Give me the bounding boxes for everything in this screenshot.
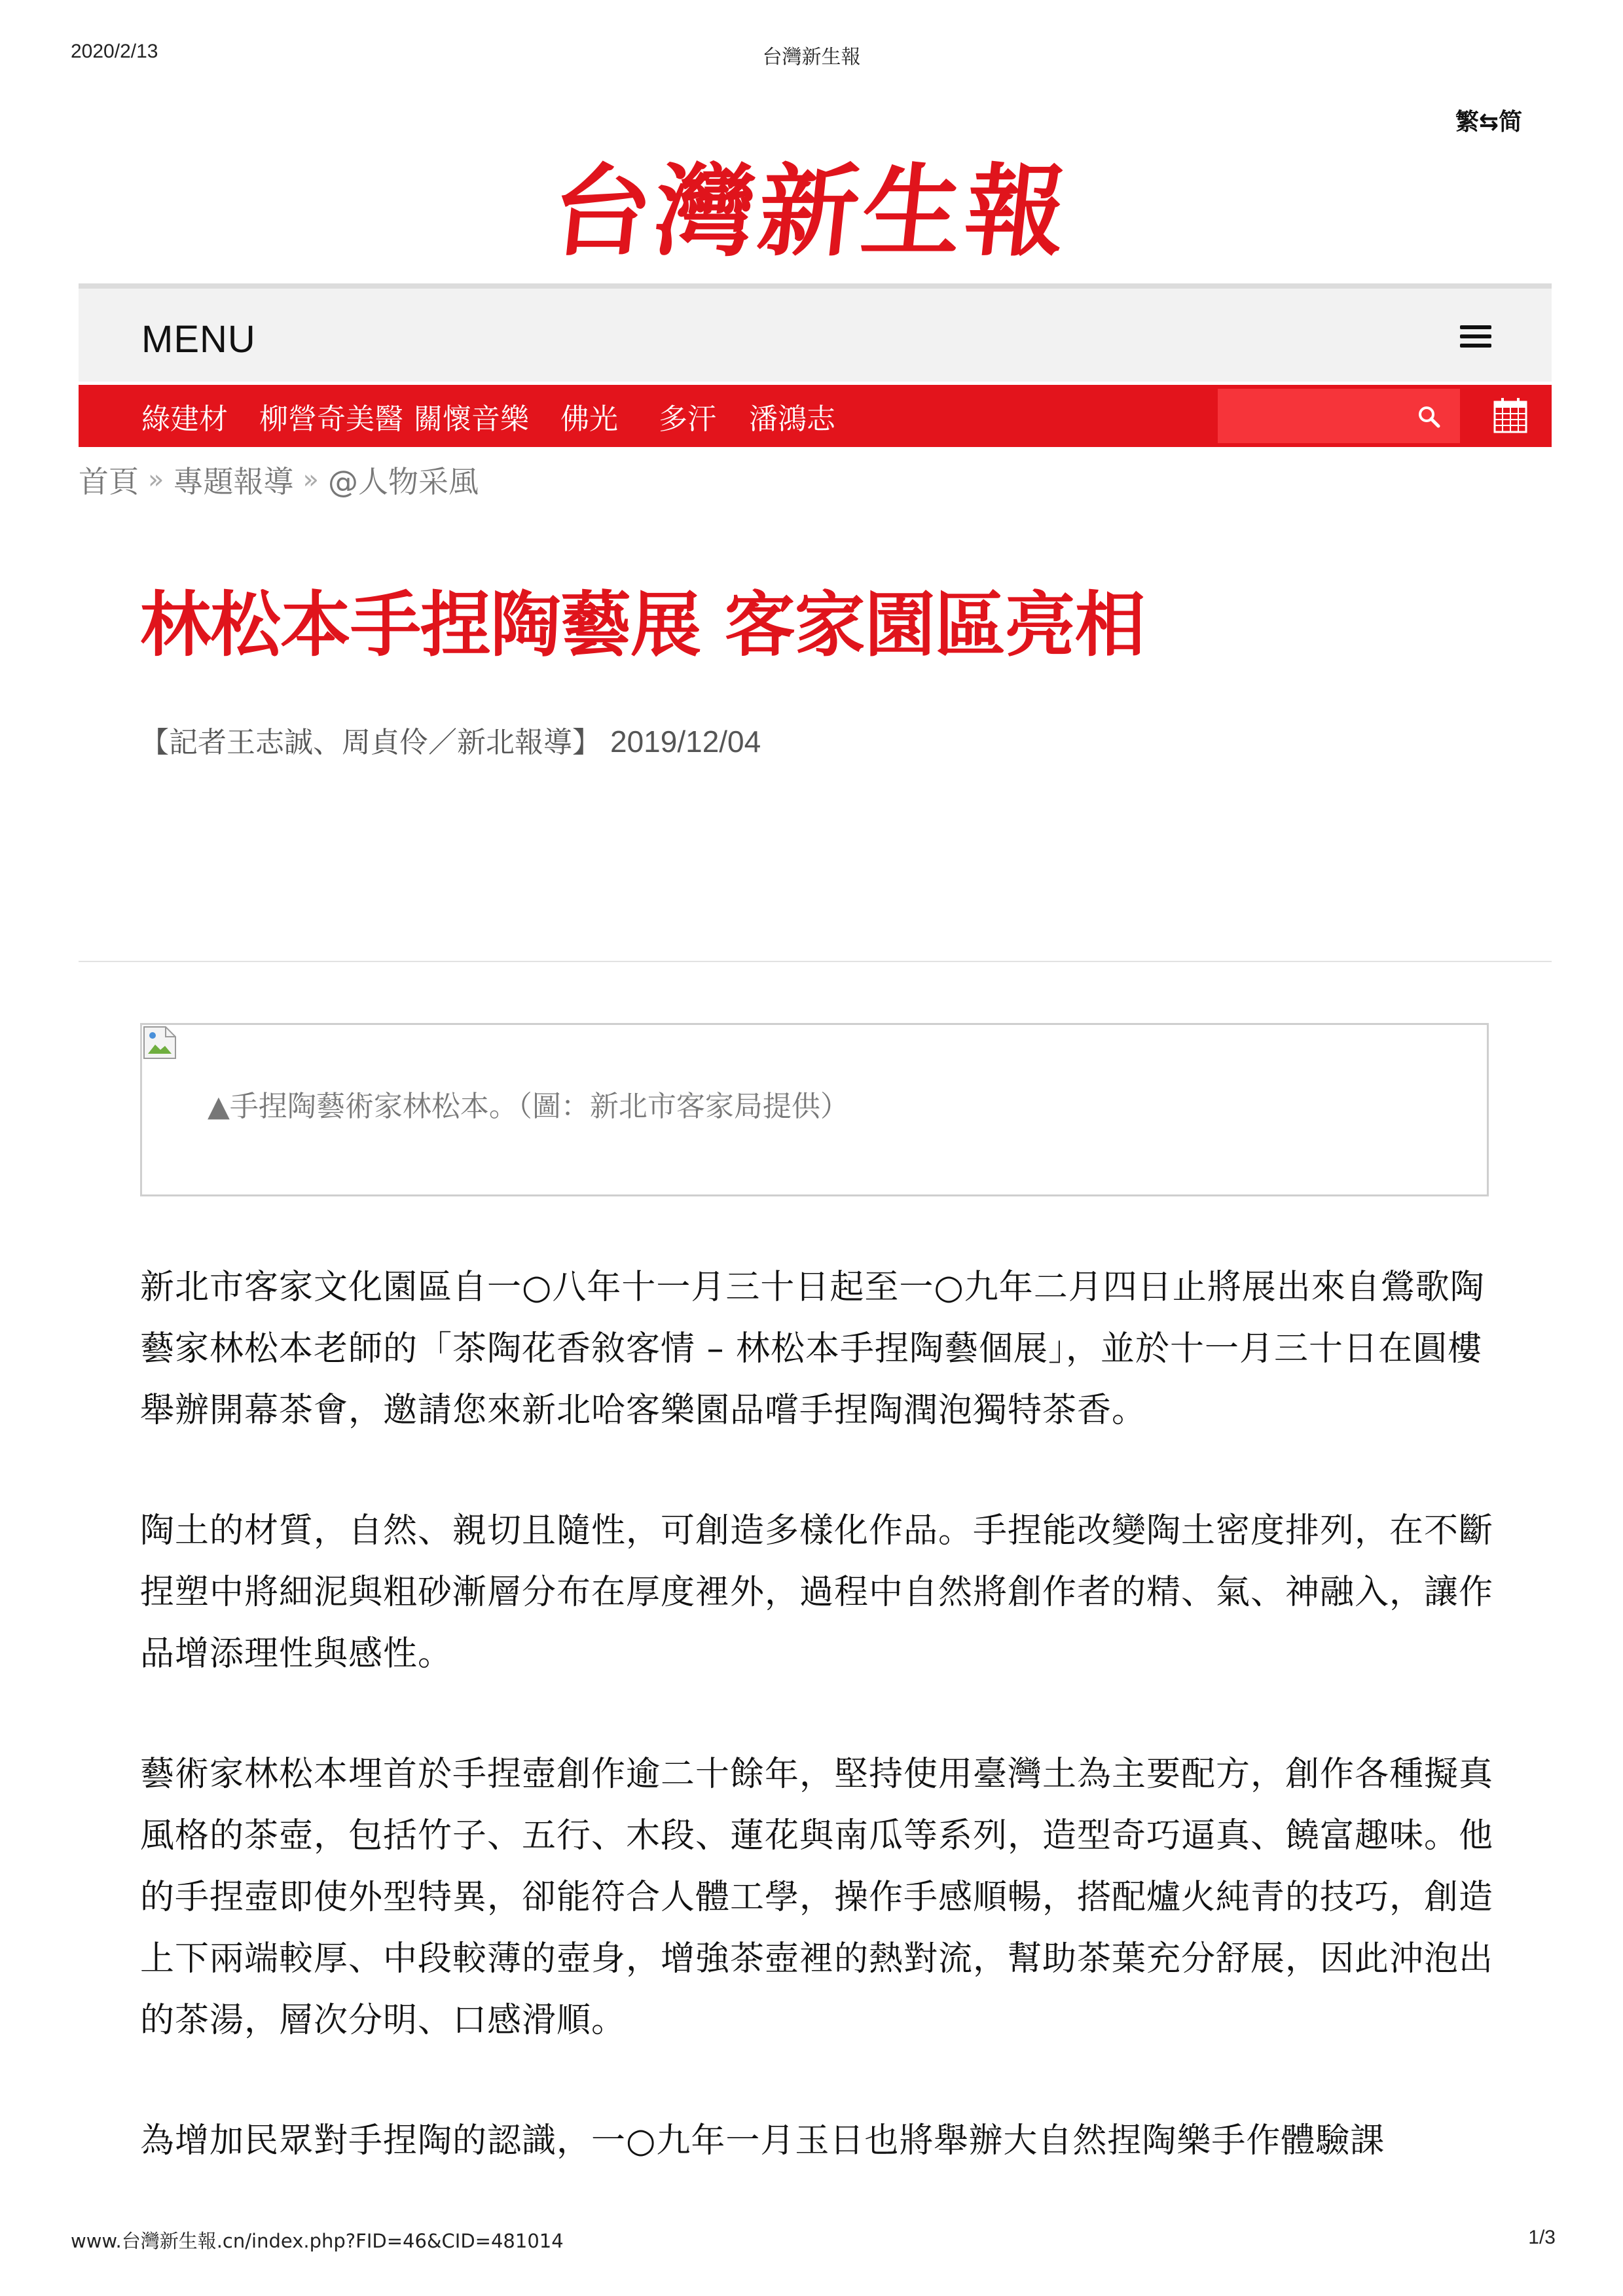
print-page-title: 台灣新生報 <box>762 46 861 69</box>
menu-label[interactable]: MENU <box>141 318 256 361</box>
hamburger-icon[interactable] <box>1460 325 1491 348</box>
print-page-number: 1/3 <box>1528 2227 1556 2248</box>
breadcrumb-separator: » <box>148 465 164 495</box>
language-toggle-button[interactable]: 繁⇆简 <box>1455 109 1523 135</box>
broken-image-icon <box>142 1025 177 1060</box>
site-logo[interactable]: 台灣新生報 <box>545 152 1076 270</box>
article-paragraph: 為增加民眾對手捏陶的認識，一○九年一月玉日也將舉辦大自然捏陶樂手作體驗課 <box>140 2121 1385 2161</box>
image-caption: ▲手捏陶藝術家林松本。（圖：新北市客家局提供） <box>208 1090 849 1123</box>
article-body <box>140 1257 1495 2231</box>
breadcrumb-section[interactable]: 專題報導 <box>173 464 294 499</box>
article-date: 2019/12/04 <box>610 725 761 759</box>
article-paragraph: 藝術家林松本埋首於手捏壺創作逾二十餘年，堅持使用臺灣土為主要配方，創作各種擬真風格的茶壺，包括竹子、五行、木段、蓮花與南瓜等系列，造型奇巧逼真、饒富趣味。他的手捏壺即使外型特異，卻能符合人體工學，操作手感順暢，搭配爐火純青的技巧，創造上下兩端較厚、中段較薄的壺身，增強茶壺裡的熱對流，幫助茶葉充分舒展，因此沖泡出的茶湯，層次分明、口感滑順。 <box>140 1755 1494 2040</box>
print-url: www.台灣新生報.cn/index.php?FID=46&CID=481014 <box>71 2230 564 2252</box>
article-paragraph: 陶土的材質，自然、親切且隨性，可創造多樣化作品。手捏能改變陶土密度排列，在不斷捏塑中將細泥與粗砂漸層分布在厚度裡外，過程中自然將創作者的精、氣、神融入，讓作品增添理性與感性。 <box>140 1511 1494 1674</box>
breadcrumb-category[interactable]: @人物采風 <box>327 464 479 499</box>
divider <box>79 961 1552 962</box>
tag-link[interactable]: 潘鴻志 <box>749 402 835 436</box>
hot-tags-bar <box>79 385 1552 447</box>
article-author: 【記者王志誠、周貞伶／新北報導】 <box>140 726 601 759</box>
print-date: 2020/2/13 <box>71 41 158 62</box>
print-footer <box>0 2227 1623 2253</box>
breadcrumb-home[interactable]: 首頁 <box>79 464 139 499</box>
tag-link[interactable]: 綠建材 <box>141 402 228 436</box>
search-icon[interactable] <box>1417 404 1440 428</box>
article-figure <box>140 1023 1489 1196</box>
tag-link[interactable]: 多汗 <box>659 402 716 436</box>
article-byline <box>140 719 761 761</box>
tag-link[interactable]: 關懷音樂 <box>414 402 529 436</box>
menu-bar <box>79 283 1552 382</box>
tag-link[interactable]: 柳營奇美醫 <box>259 402 403 436</box>
calendar-button[interactable] <box>1469 385 1552 447</box>
article-title: 林松本手捏陶藝展 客家園區亮相 <box>140 584 1145 666</box>
print-header <box>0 41 1623 67</box>
tag-link[interactable]: 佛光 <box>560 402 618 436</box>
calendar-icon <box>1493 398 1527 433</box>
breadcrumb-separator: » <box>302 465 319 495</box>
search-input[interactable] <box>1218 389 1460 443</box>
article-paragraph: 新北市客家文化園區自一○八年十一月三十日起至一○九年二月四日止將展出來自鶯歌陶藝家林松本老師的「茶陶花香敘客情 – 林松本手捏陶藝個展」，並於十一月三十日在圓樓舉辦開幕茶會，邀請您來新北哈客樂園品嚐手捏陶潤泡獨特茶香。 <box>140 1268 1485 1430</box>
breadcrumb <box>79 458 479 501</box>
